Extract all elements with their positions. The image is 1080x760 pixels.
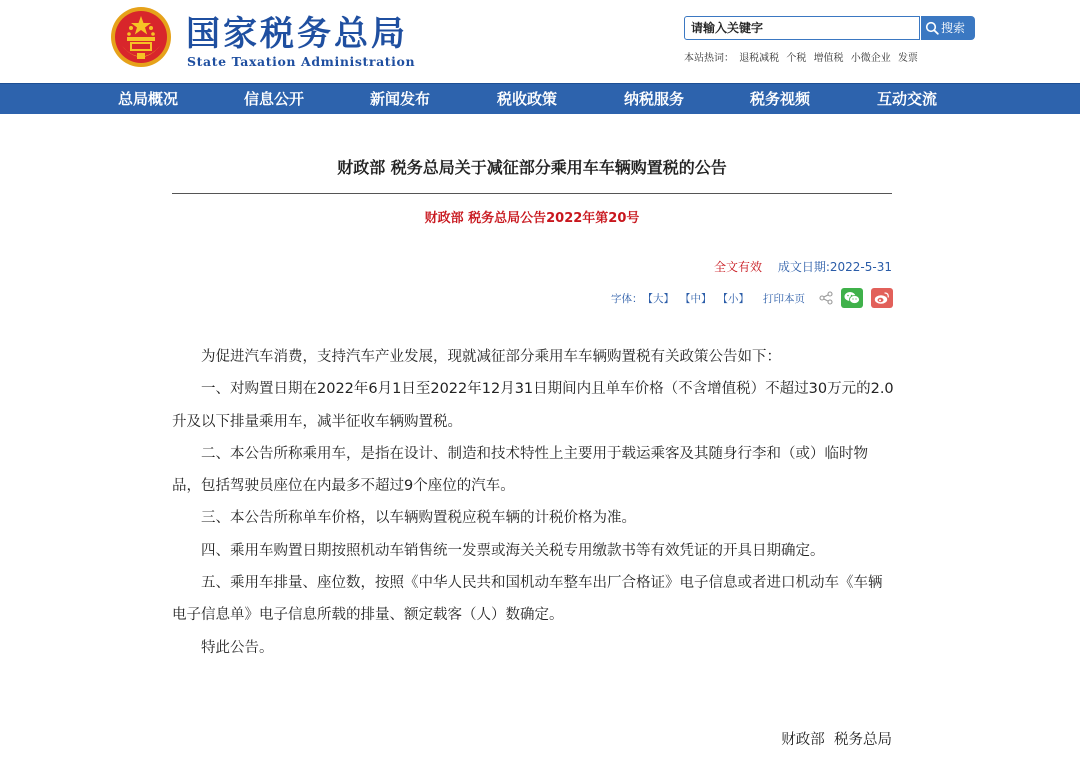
wechat-share-button[interactable] xyxy=(841,288,863,308)
hot-word-link[interactable]: 退税减税 xyxy=(739,53,780,64)
site-header xyxy=(0,0,1080,83)
print-button[interactable]: 打印本页 xyxy=(763,292,805,305)
nav-item-video[interactable]: 税务视频 xyxy=(750,90,811,108)
font-large-button[interactable]: 【大】 xyxy=(642,292,674,305)
nav-item-policy[interactable]: 税收政策 xyxy=(497,90,558,108)
article-paragraph: 二、本公告所称乘用车，是指在设计、制造和技术特性上主要用于载运乘客及其随身行李和（或）临时物品，包括驾驶员座位在内最多不超过9个座位的汽车。 xyxy=(172,445,868,495)
nav-item-interaction[interactable]: 互动交流 xyxy=(877,90,938,108)
article-signature: 财政部 税务总局 xyxy=(781,732,892,748)
title-divider xyxy=(172,193,892,194)
search-input[interactable] xyxy=(684,16,920,40)
article-paragraph: 五、乘用车排量、座位数，按照《中华人民共和国机动车整车出厂合格证》电子信息或者进口机动车《车辆电子信息单》电子信息所载的排量、额定载客（人）数确定。 xyxy=(172,575,883,624)
weibo-icon xyxy=(874,291,890,305)
article-title: 财政部 税务总局关于减征部分乘用车车辆购置税的公告 xyxy=(337,158,727,177)
hot-word-link[interactable]: 小微企业 xyxy=(850,53,891,64)
article-paragraph: 一、对购置日期在2022年6月1日至2022年12月31日期间内且单车价格（不含增值税）不超过30万元的2.0升及以下排量乘用车，减半征收车辆购置税。 xyxy=(172,381,894,430)
hot-word-link[interactable]: 个税 xyxy=(786,53,807,64)
issue-date: 2022-5-31 xyxy=(829,260,892,274)
nav-item-overview[interactable]: 总局概况 xyxy=(118,90,179,108)
weibo-share-button[interactable] xyxy=(871,288,893,308)
nav-item-service[interactable]: 纳税服务 xyxy=(624,90,685,108)
share-icon[interactable] xyxy=(819,291,833,305)
national-emblem-icon[interactable] xyxy=(110,6,172,68)
hot-word-link[interactable]: 发票 xyxy=(897,53,918,64)
issue-date-label: 成文日期: xyxy=(777,260,830,274)
article-paragraph: 三、本公告所称单车价格，以车辆购置税应税车辆的计税价格为准。 xyxy=(201,510,636,527)
document-number: 财政部 税务总局公告2022年第20号 xyxy=(424,211,640,226)
search-button[interactable] xyxy=(921,16,975,40)
nav-item-disclosure[interactable]: 信息公开 xyxy=(244,90,305,108)
font-small-button[interactable]: 【小】 xyxy=(717,292,749,305)
hot-words xyxy=(684,49,922,64)
font-medium-button[interactable]: 【中】 xyxy=(680,292,712,305)
validity-status: 全文有效 xyxy=(714,260,763,274)
site-title[interactable]: 国家税务总局 xyxy=(186,14,408,54)
article-paragraph: 为促进汽车消费，支持汽车产业发展，现就减征部分乘用车车辆购置税有关政策公告如下： xyxy=(201,349,781,365)
search-icon xyxy=(925,21,939,35)
site-subtitle-en[interactable]: State Taxation Administration xyxy=(187,54,416,69)
article-tools xyxy=(611,287,893,309)
nav-item-news[interactable]: 新闻发布 xyxy=(370,90,431,108)
article-paragraph: 特此公告。 xyxy=(201,639,274,656)
hot-word-link[interactable]: 增值税 xyxy=(813,53,844,64)
main-nav xyxy=(0,83,1080,114)
hot-words-label: 本站热词： xyxy=(684,53,734,64)
search-button-label: 搜索 xyxy=(941,21,966,35)
article-paragraph: 四、乘用车购置日期按照机动车销售统一发票或海关关税专用缴款书等有效凭证的开具日期确定。 xyxy=(201,542,825,559)
wechat-icon xyxy=(844,291,860,305)
article-meta xyxy=(714,258,892,275)
article-body xyxy=(172,341,894,664)
font-size-label: 字体： xyxy=(611,292,643,305)
